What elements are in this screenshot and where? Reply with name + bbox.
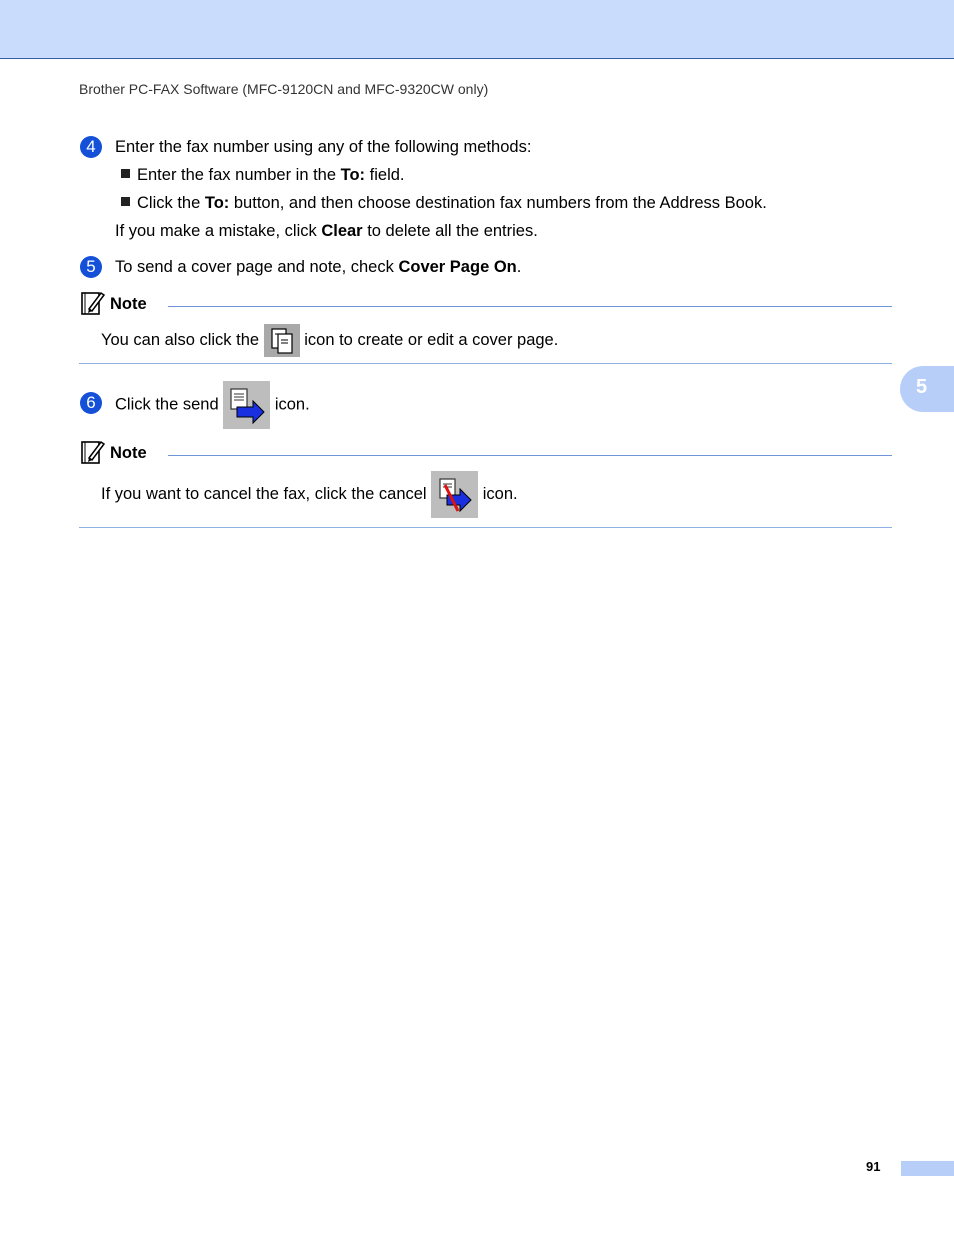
- step-number-4: 4: [80, 136, 102, 158]
- step-4-text: Enter the fax number using any of the following methods:: [115, 138, 532, 156]
- send-fax-icon[interactable]: [223, 381, 270, 429]
- step-number-6: 6: [80, 392, 102, 414]
- bullet-to-field: Enter the fax number in the To: field.: [121, 166, 405, 185]
- mistake-text: If you make a mistake, click Clear to delete all the entries.: [115, 222, 538, 240]
- note-2-end-rule: [79, 527, 892, 528]
- note-label: Note: [110, 295, 147, 313]
- step-5-text: To send a cover page and note, check Cover Page On.: [115, 258, 522, 276]
- note-rule: [168, 306, 892, 307]
- cover-page-icon[interactable]: [264, 324, 300, 357]
- note-1-header: [80, 290, 892, 318]
- note-label: Note: [110, 444, 147, 462]
- page-number-bar: [901, 1161, 954, 1176]
- bullet-square-icon: [121, 197, 130, 206]
- bullet-square-icon: [121, 169, 130, 178]
- running-header: Brother PC-FAX Software (MFC-9120CN and MFC-9320CW only): [79, 81, 489, 97]
- note-2-header: [80, 439, 892, 467]
- step-6-text: Click the send icon.: [115, 381, 310, 429]
- step-number-5: 5: [80, 256, 102, 278]
- note-rule: [168, 455, 892, 456]
- chapter-tab-number: 5: [916, 376, 928, 398]
- note-1-text: You can also click the icon to create or edit a cover page.: [101, 324, 558, 357]
- note-2-text: If you want to cancel the fax, click the cancel icon.: [101, 471, 518, 518]
- chapter-tab: [900, 366, 954, 412]
- note-pencil-icon: [80, 290, 106, 316]
- bullet-address-book: Click the To: button, and then choose destination fax numbers from the Address Book.: [121, 194, 767, 213]
- note-pencil-icon: [80, 439, 106, 465]
- page-number: 91: [866, 1159, 881, 1174]
- note-1-end-rule: [79, 363, 892, 364]
- cancel-fax-icon[interactable]: [431, 471, 478, 518]
- header-band: [0, 0, 954, 59]
